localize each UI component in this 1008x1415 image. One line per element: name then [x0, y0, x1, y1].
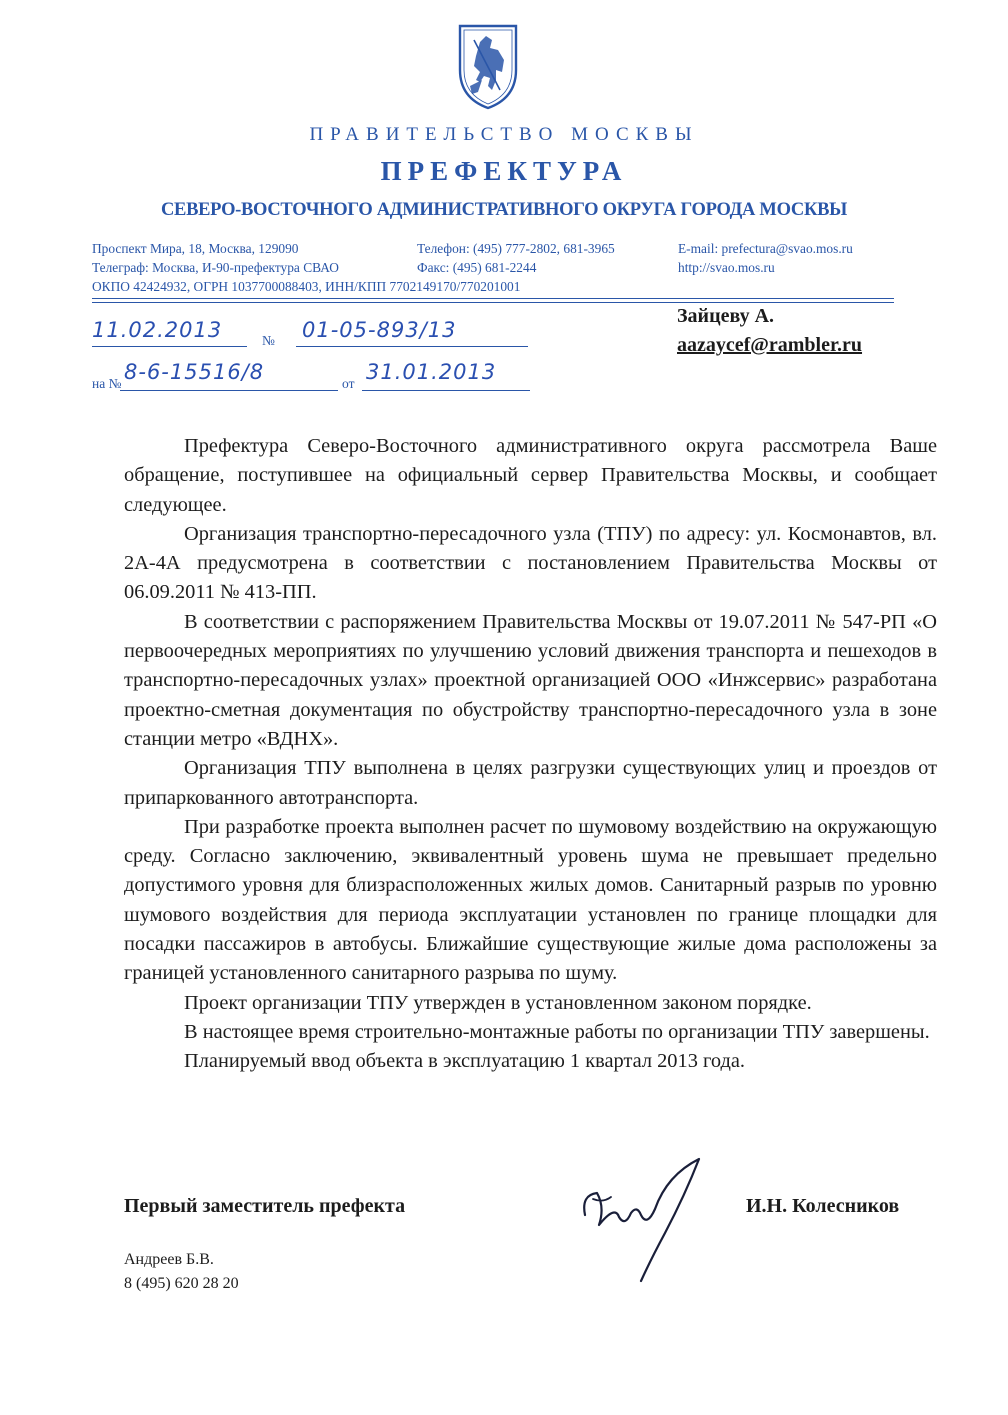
number-underline [296, 346, 528, 347]
executor-block [124, 1248, 239, 1296]
address-text: Проспект Мира, 18, Москва, 129090 [92, 241, 299, 256]
handwritten-signature-icon [575, 1155, 715, 1285]
number-label: № [262, 333, 275, 348]
in-reply-number: 8-6-15516/8 [124, 360, 265, 384]
in-reply-date: 31.01.2013 [366, 360, 497, 384]
email-link[interactable]: E-mail: prefectura@svao.mos.ru [678, 241, 853, 256]
body-paragraph: Проект организации ТПУ утвержден в установленном законом порядке. [184, 991, 812, 1014]
letter-body [124, 432, 937, 1077]
body-paragraph: Префектура Северо-Восточного административного округа рассмотрела Ваше обращение, поступившее на официальный сервер Правительства Москвы, и сообщает следующее. [124, 435, 937, 516]
body-paragraph: В соответствии с распоряжением Правительства Москвы от 19.07.2011 № 547-РП «О первоочередных мероприятиях по улучшению условий движения транспорта и пешеходов в транспортно-пересадочных узлах» проектной организацией ООО «Инжсервис» разработана проектно-сметная документация по обустройству транспортно-пересадочного узла в зоне станции метро «ВДНХ». [124, 610, 937, 750]
outgoing-number: 01-05-893/13 [302, 318, 457, 342]
body-paragraph: Организация ТПУ выполнена в целях разгрузки существующих улиц и проездов от припаркованного автотранспорта. [124, 757, 937, 809]
header-divider-top [92, 298, 894, 299]
recipient-email[interactable]: aazaycef@rambler.ru [677, 334, 863, 356]
executor-name: Андреев Б.В. [124, 1251, 214, 1268]
outgoing-date: 11.02.2013 [92, 318, 223, 342]
in-reply-label: на № [92, 376, 122, 391]
body-paragraph: Организация транспортно-пересадочного узла (ТПУ) по адресу: ул. Космонавтов, вл. 2А-4А предусмотрена в соответствии с постановлением Правительства Москвы от 06.09.2011 № 413-ПП. [124, 522, 937, 604]
recipient-block [677, 302, 862, 360]
body-paragraph: Планируемый ввод объекта в эксплуатацию 1 квартал 2013 года. [184, 1050, 745, 1073]
government-name: ПРАВИТЕЛЬСТВО МОСКВЫ [309, 124, 699, 145]
recipient-name: Зайцеву А. [677, 305, 775, 327]
body-paragraph: В настоящее время строительно-монтажные работы по организации ТПУ завершены. [184, 1020, 930, 1043]
body-paragraph: При разработке проекта выполнен расчет по шумовому воздействию на окружающую среду. Согласно заключению, эквивалентный уровень шума не превышает предельно допустимого уровня для близрасположенных жилых домов. Санитарный разрыв по уровню шумового воздействия для периода эксплуатации установлен по границе площадки для посадки пассажиров в автобусы. Ближайшие существующие жилые дома расположены за границей установленного санитарного разрыва по шуму. [124, 815, 937, 985]
contact-block-online [678, 239, 853, 277]
fax-text: Факс: (495) 681-2244 [417, 260, 537, 275]
registration-codes-text: ОКПО 42424932, ОГРН 1037700088403, ИНН/КПП 7702149170/770201001 [92, 279, 521, 294]
prefecture-subtitle: СЕВЕРО-ВОСТОЧНОГО АДМИНИСТРАТИВНОГО ОКРУГА ГОРОДА МОСКВЫ [161, 200, 847, 220]
moscow-coat-of-arms-icon [452, 20, 524, 112]
signer-name: И.Н. Колесников [746, 1195, 900, 1217]
phone-text: Телефон: (495) 777-2802, 681-3965 [417, 241, 615, 256]
signer-title: Первый заместитель префекта [124, 1195, 406, 1217]
website-link[interactable]: http://svao.mos.ru [678, 260, 775, 275]
in-reply-date-underline [362, 390, 530, 391]
date-underline [92, 346, 247, 347]
contact-block-phone [417, 239, 615, 277]
telegraph-text: Телеграф: Москва, И-90-префектура СВАО [92, 260, 339, 275]
executor-phone: 8 (495) 620 28 20 [124, 1275, 239, 1292]
in-reply-number-underline [120, 390, 338, 391]
from-label: от [342, 376, 355, 391]
prefecture-title: ПРЕФЕКТУРА [380, 156, 628, 186]
